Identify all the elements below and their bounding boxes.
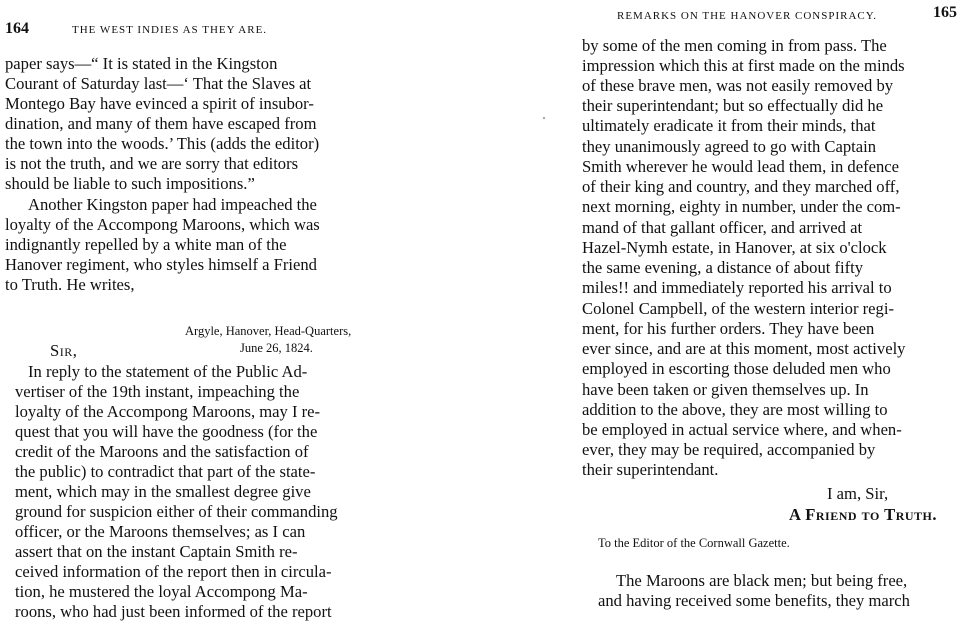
text-line: next morning, eighty in number, under the com- [582,197,901,216]
text-line: Hazel-Nymh estate, in Hanover, at six o'clock [582,238,887,257]
text-line: their superintendant. [582,460,719,479]
text-line: indignantly repelled by a white man of the [5,235,287,254]
salutation: Sir, [50,341,78,360]
text-line: Colonel Campbell, of the western interior regi- [582,299,894,318]
text-line: their superintendant; but so effectually did he [582,96,884,115]
text-line: roons, who had just been informed of the report [15,602,332,621]
left-page [0,0,420,631]
addressee: To the Editor of the Cornwall Gazette. [598,536,790,550]
text-line: impression which this at first made on the minds [582,56,905,75]
text-line: Hanover regiment, who styles himself a Friend [5,255,317,274]
letter-place: Argyle, Hanover, Head-Quarters, [185,324,352,338]
paper-speck [543,117,545,119]
text-line: and having received some benefits, they march [598,591,910,610]
text-line: by some of the men coming in from pass. The [582,36,887,55]
text-line: loyalty of the Accompong Maroons, may I re- [15,402,321,421]
text-line: they unanimously agreed to go with Captain [582,137,877,156]
text-line: officer, or the Maroons themselves; as I can [15,522,306,541]
letter-date: June 26, 1824. [240,341,313,355]
text-line: mand of that gallant officer, and arrived at [582,218,863,237]
text-line: is not the truth, and we are sorry that editors [5,154,299,173]
text-line: ever, they may be required, accompanied by [582,440,876,459]
text-line: dination, and many of them have escaped from [5,114,317,133]
text-line: addition to the above, they are most willing to [582,400,888,419]
text-line: ceived information of the report then in circula- [15,562,332,581]
running-head: THE WEST INDIES AS THEY ARE. [72,24,268,36]
text-line: In reply to the statement of the Public Ad- [28,362,308,381]
page-number: 164 [5,20,29,37]
text-line: the same evening, a distance of about fifty [582,258,864,277]
text-line: credit of the Maroons and the satisfaction of [15,442,309,461]
running-head: REMARKS ON THE HANOVER CONSPIRACY. [617,10,878,22]
text-line: ment, for his further orders. They have been [582,319,875,338]
text-line: be employed in actual service where, and when- [582,420,902,439]
text-line: ground for suspicion either of their commanding [15,502,338,521]
text-line: employed in escorting those deluded men who [582,359,891,378]
signature: A Friend to Truth. [789,505,938,524]
text-line: quest that you will have the goodness (for the [15,422,318,441]
text-line: have been taken or given themselves up. In [582,380,869,399]
closing: I am, Sir, [827,484,889,503]
text-line: Courant of Saturday last—‘ That the Slaves at [5,74,312,93]
text-line: the town into the woods.’ This (adds the editor) [5,134,320,153]
right-page [560,0,980,631]
text-line: tion, he mustered the loyal Accompong Ma- [15,582,308,601]
text-line: ultimately eradicate it from their minds, that [582,116,876,135]
text-line: to Truth. He writes, [5,275,135,294]
text-line: assert that on the instant Captain Smith re- [15,542,298,561]
text-line: the public) to contradict that part of the state- [15,462,316,481]
text-line: miles!! and immediately reported his arrival to [582,278,892,297]
text-line: ment, which may in the smallest degree give [15,482,311,501]
text-line: Smith wherever he would lead them, in defence [582,157,900,176]
text-line: The Maroons are black men; but being free, [616,571,908,590]
text-line: vertiser of the 19th instant, impeaching the [15,382,300,401]
text-line: Another Kingston paper had impeached the [28,195,317,214]
text-line: of these brave men, was not easily removed by [582,76,894,95]
text-line: Montego Bay have evinced a spirit of insubor- [5,94,314,113]
text-line: should be liable to such impositions.” [5,174,255,193]
text-line: loyalty of the Accompong Maroons, which was [5,215,320,234]
text-line: of their king and country, and they marched off, [582,177,900,196]
page-number: 165 [933,4,957,21]
text-line: paper says—“ It is stated in the Kingston [5,54,278,73]
text-line: ever since, and are at this moment, most actively [582,339,906,358]
